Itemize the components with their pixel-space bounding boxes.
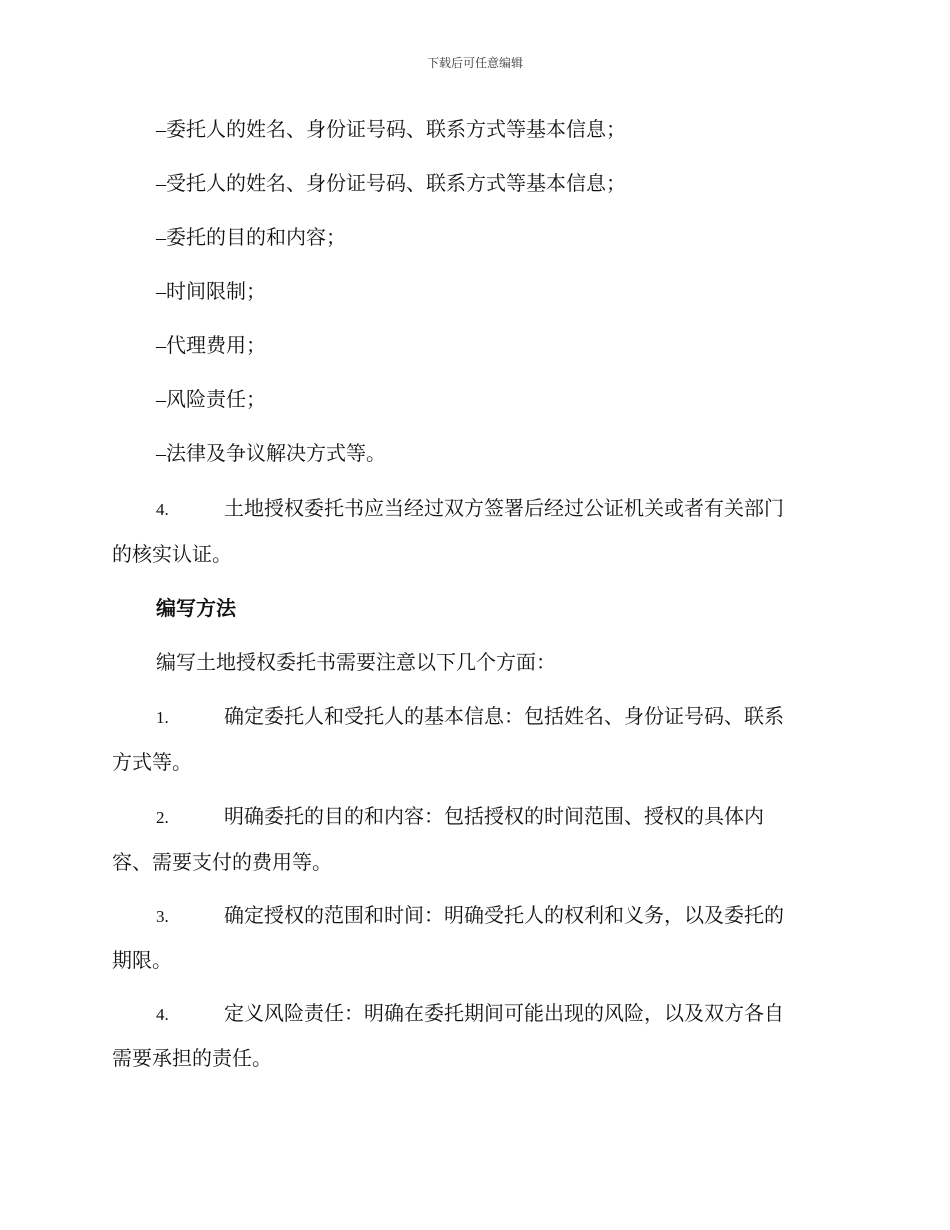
page-header: 下载后可任意编辑 xyxy=(426,56,523,70)
item-text: 明确委托的目的和内容：包括授权的时间范围、授权的具体内 xyxy=(224,804,764,828)
item-number: 4. xyxy=(156,500,169,519)
item-number: 1. xyxy=(156,708,169,727)
numbered-item xyxy=(156,802,886,832)
item-continuation: 的核实认证。 xyxy=(112,542,232,566)
bullet-item xyxy=(156,169,886,198)
numbered-item xyxy=(156,494,886,524)
bullet-dash: – xyxy=(156,443,166,465)
bullet-dash: – xyxy=(156,335,166,357)
item-continuation: 方式等。 xyxy=(112,750,192,774)
bullet-item xyxy=(156,277,886,306)
bullet-text: 委托的目的和内容； xyxy=(166,225,346,249)
item-text: 土地授权委托书应当经过双方签署后经过公证机关或者有关部门 xyxy=(224,496,784,520)
section-heading: 编写方法 xyxy=(156,596,236,620)
item-number: 4. xyxy=(156,1005,169,1024)
item-number: 2. xyxy=(156,808,169,827)
bullet-item xyxy=(156,385,886,414)
item-number: 3. xyxy=(156,907,169,926)
item-continuation: 需要承担的责任。 xyxy=(112,1046,272,1070)
bullet-text: 受托人的姓名、身份证号码、联系方式等基本信息； xyxy=(166,171,626,195)
bullet-dash: – xyxy=(156,281,166,303)
bullet-dash: – xyxy=(156,389,166,411)
item-text: 确定委托人和受托人的基本信息：包括姓名、身份证号码、联系 xyxy=(224,704,784,728)
bullet-text: 法律及争议解决方式等。 xyxy=(166,441,386,465)
numbered-item xyxy=(156,901,886,931)
bullet-item xyxy=(156,439,886,468)
bullet-item xyxy=(156,331,886,360)
item-continuation: 期限。 xyxy=(112,948,172,972)
numbered-item xyxy=(156,999,886,1029)
bullet-text: 时间限制； xyxy=(166,279,266,303)
item-continuation: 容、需要支付的费用等。 xyxy=(112,850,332,874)
bullet-dash: – xyxy=(156,227,166,249)
bullet-text: 风险责任； xyxy=(166,387,266,411)
item-text: 定义风险责任：明确在委托期间可能出现的风险，以及双方各自 xyxy=(224,1001,784,1025)
bullet-dash: – xyxy=(156,119,166,141)
bullet-text: 委托人的姓名、身份证号码、联系方式等基本信息； xyxy=(166,117,626,141)
item-text: 确定授权的范围和时间：明确受托人的权利和义务，以及委托的 xyxy=(224,903,784,927)
numbered-item xyxy=(156,702,886,732)
bullet-item xyxy=(156,115,886,144)
bullet-item xyxy=(156,223,886,252)
bullet-text: 代理费用； xyxy=(166,333,266,357)
intro-paragraph: 编写土地授权委托书需要注意以下几个方面： xyxy=(156,650,556,674)
bullet-dash: – xyxy=(156,173,166,195)
